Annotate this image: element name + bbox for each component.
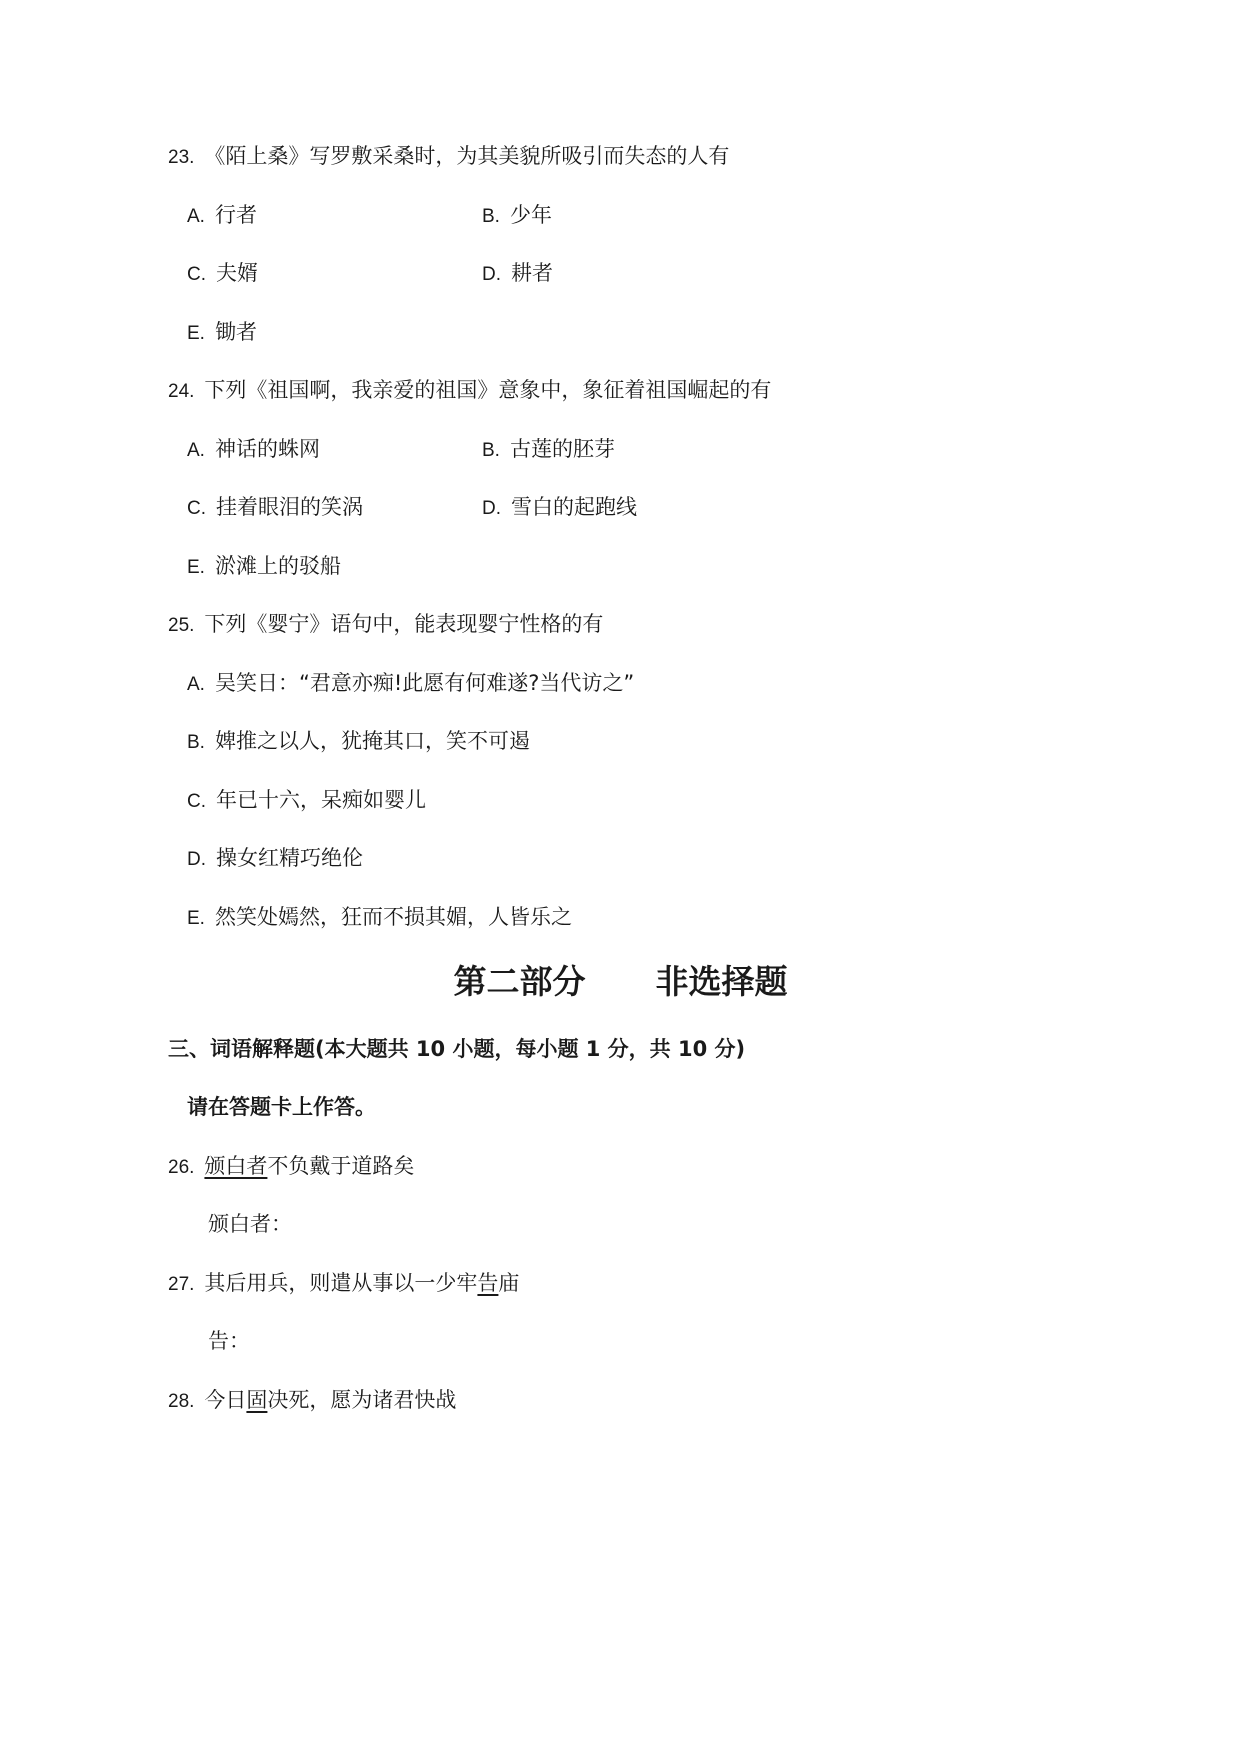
option-letter: D. (482, 264, 501, 285)
option-text: 雪白的起跑线 (511, 495, 637, 519)
option-24-e (187, 551, 341, 583)
option-letter: A. (187, 206, 205, 227)
question-27-stem (168, 1268, 519, 1300)
question-number: 26. (168, 1157, 195, 1178)
option-letter: D. (187, 849, 206, 870)
option-25-b (187, 726, 530, 758)
question-number: 27. (168, 1274, 195, 1295)
option-letter: D. (482, 498, 501, 519)
option-letter: B. (482, 440, 500, 461)
option-25-c (187, 785, 426, 817)
option-letter: E. (187, 323, 205, 344)
answer-label-26: 颁白者： (208, 1212, 292, 1236)
option-text: 婢推之以人，犹掩其口，笑不可遏 (214, 729, 530, 753)
option-text: 淤滩上的驳船 (214, 554, 341, 578)
option-text: 然笑处嫣然，狂而不损其媚，人皆乐之 (214, 905, 572, 929)
option-letter: E. (187, 557, 205, 578)
part-title (0, 962, 1241, 1002)
option-23-b (482, 200, 552, 232)
question-number: 23. (168, 147, 195, 168)
question-number: 24. (168, 381, 195, 402)
option-25-d (187, 843, 363, 875)
option-letter: C. (187, 791, 206, 812)
option-24-d (482, 492, 637, 524)
option-24-c (187, 492, 363, 524)
option-25-e (187, 902, 572, 934)
question-26-stem (168, 1151, 414, 1183)
question-28-stem (168, 1385, 456, 1417)
option-letter: C. (187, 498, 206, 519)
option-text: 操女红精巧绝伦 (216, 846, 363, 870)
question-text-after: 决死，愿为诸君快战 (267, 1388, 457, 1412)
option-text: 吴笑日：“君意亦痴!此愿有何难遂?当代访之” (214, 671, 635, 695)
option-letter: B. (482, 206, 500, 227)
question-text-after: 庙 (498, 1271, 520, 1295)
option-letter: E. (187, 908, 205, 929)
option-25-a (187, 668, 634, 700)
question-text-before: 今日 (204, 1388, 247, 1412)
section-heading: 三、词语解释题(本大题共 10 小题，每小题 1 分，共 10 分) (168, 1037, 746, 1061)
option-text: 锄者 (214, 320, 257, 344)
option-23-c (187, 258, 258, 290)
option-23-d (482, 258, 553, 290)
question-number: 28. (168, 1391, 195, 1412)
question-text: 下列《婴宁》语句中，能表现婴宁性格的有 (204, 612, 604, 636)
option-text: 少年 (509, 203, 552, 227)
option-24-b (482, 434, 615, 466)
option-text: 耕者 (511, 261, 553, 285)
question-25-stem (168, 609, 603, 641)
option-text: 年已十六，呆痴如婴儿 (216, 788, 426, 812)
underlined-term: 颁白者 (204, 1154, 268, 1178)
option-letter: A. (187, 440, 205, 461)
question-24-stem (168, 375, 771, 407)
answer-label-27: 告： (208, 1329, 250, 1353)
option-text: 行者 (214, 203, 257, 227)
section-instruction: 请在答题卡上作答。 (187, 1095, 376, 1119)
underlined-term: 固 (246, 1388, 268, 1412)
question-text: 不负戴于道路矣 (267, 1154, 415, 1178)
question-text: 下列《祖国啊，我亲爱的祖国》意象中，象征着祖国崛起的有 (204, 378, 772, 402)
option-text: 夫婿 (216, 261, 258, 285)
option-letter: B. (187, 732, 205, 753)
option-text: 神话的蛛网 (214, 437, 320, 461)
question-number: 25. (168, 615, 195, 636)
question-text-before: 其后用兵，则遣从事以一少牢 (204, 1271, 478, 1295)
option-24-a (187, 434, 320, 466)
option-letter: C. (187, 264, 206, 285)
question-23-stem (168, 141, 729, 173)
question-text: 《陌上桑》写罗敷采桑时，为其美貌所吸引而失态的人有 (204, 144, 730, 168)
underlined-term: 告 (477, 1271, 499, 1295)
option-23-e (187, 317, 257, 349)
option-text: 挂着眼泪的笑涡 (216, 495, 363, 519)
option-23-a (187, 200, 257, 232)
part-title-left: 第二部分 (453, 962, 586, 1001)
part-title-right: 非选择题 (655, 962, 788, 1001)
option-text: 古莲的胚芽 (509, 437, 615, 461)
option-letter: A. (187, 674, 205, 695)
